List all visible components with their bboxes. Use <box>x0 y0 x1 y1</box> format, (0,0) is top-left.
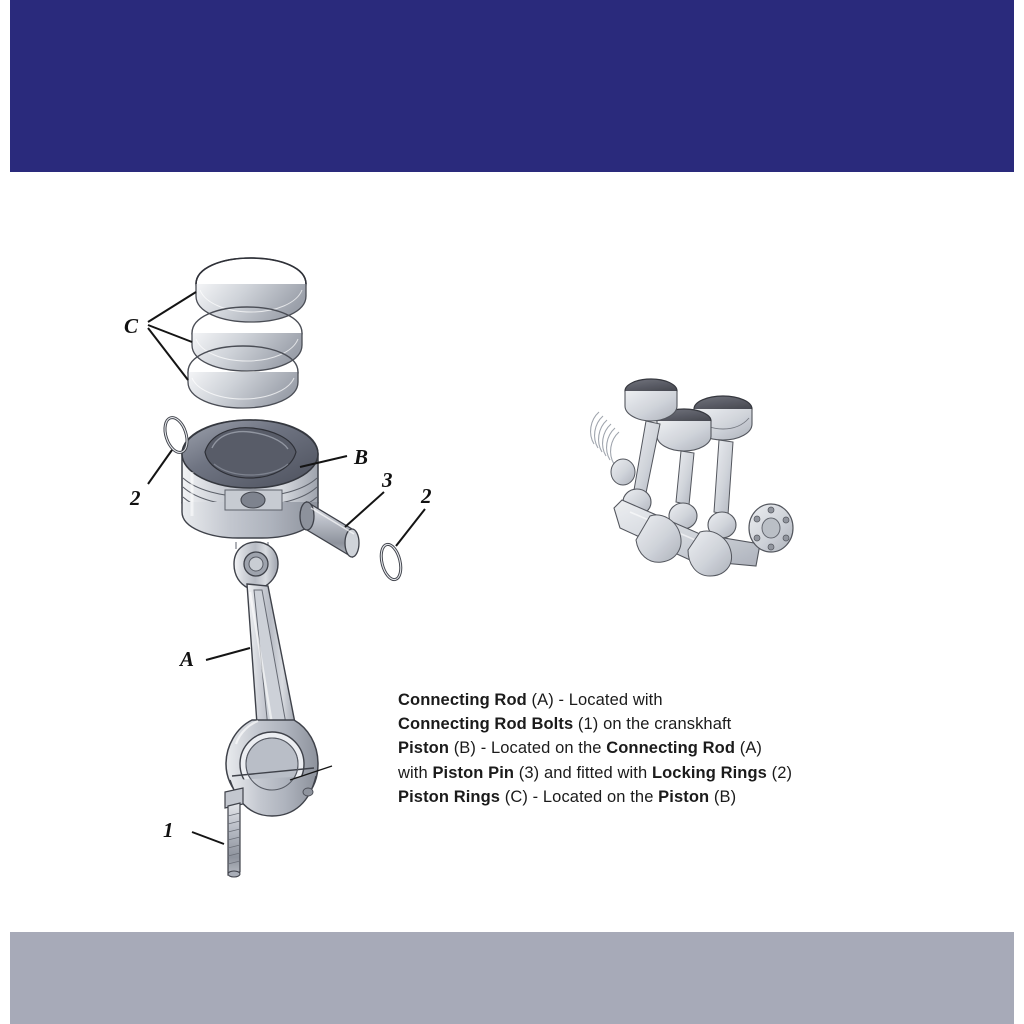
callout-label-B: B <box>354 445 369 469</box>
caption-text-1: (A) - Located with <box>526 691 663 709</box>
caption-term-connecting-rod-bolts: Connecting Rod Bolts <box>398 715 574 734</box>
diagram-stage <box>0 172 1024 932</box>
caption-line-4 <box>398 761 868 785</box>
caption-line-5 <box>398 785 868 809</box>
left-margin-strip <box>0 0 10 1024</box>
callout-label-3: 3 <box>382 468 393 492</box>
caption-text-5a: (C) - Located on the <box>500 787 659 806</box>
header-band <box>10 0 1014 172</box>
caption-text-4a: with <box>398 763 433 782</box>
callout-label-2-right: 2 <box>421 484 432 508</box>
caption-text-5b: (B) <box>709 787 737 806</box>
caption-term-connecting-rod: Connecting Rod <box>398 691 527 709</box>
caption-line-3 <box>398 736 868 760</box>
caption-text-4c: (2) <box>766 763 793 782</box>
callout-label-2-left: 2 <box>130 486 141 510</box>
caption-text-3a: (B) - Located on the <box>449 739 607 758</box>
caption-term-piston-2: Piston <box>658 787 710 806</box>
caption-text-2: (1) on the cranskhaft <box>573 715 732 734</box>
connecting-rod-bolt <box>225 788 243 877</box>
locking-ring-right <box>378 542 404 581</box>
caption-text-4b: (3) and fitted with <box>514 763 652 782</box>
engine-assembly-thumbnail <box>591 379 793 576</box>
caption-text-3b: (A) <box>735 739 763 758</box>
caption-block <box>398 688 868 809</box>
callout-label-A: A <box>180 647 195 671</box>
locking-ring-left <box>161 415 191 455</box>
caption-term-piston-pin: Piston Pin <box>432 763 515 782</box>
piston-assembly-illustration <box>0 172 1024 932</box>
caption-term-connecting-rod-2: Connecting Rod <box>606 739 736 758</box>
caption-line-2 <box>398 712 868 736</box>
piston-pin <box>300 502 359 557</box>
caption-term-piston: Piston <box>398 739 450 758</box>
piston-group <box>182 420 318 538</box>
caption-term-piston-rings: Piston Rings <box>398 787 501 806</box>
callout-label-1: 1 <box>163 818 174 842</box>
callout-label-C: C <box>124 314 139 338</box>
piston-rings-group <box>148 258 306 408</box>
footer-band <box>10 932 1014 1024</box>
caption-term-locking-rings: Locking Rings <box>651 763 767 782</box>
caption-line-1 <box>398 688 868 712</box>
